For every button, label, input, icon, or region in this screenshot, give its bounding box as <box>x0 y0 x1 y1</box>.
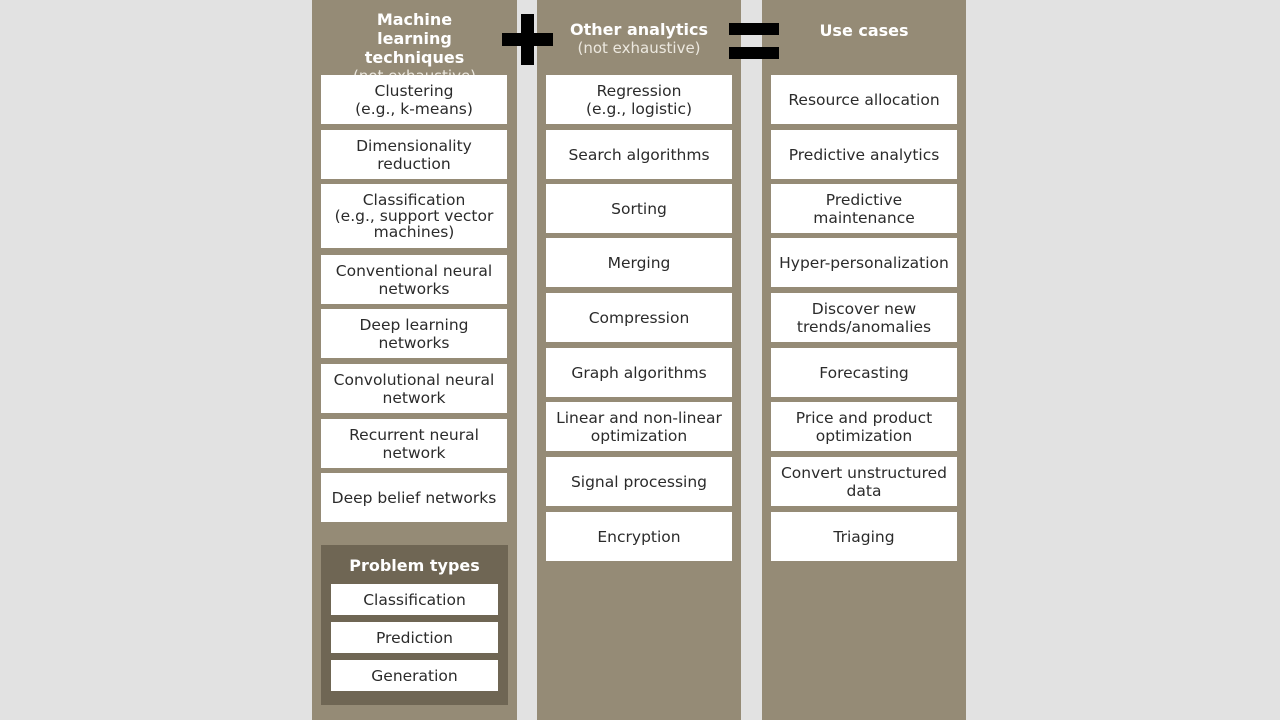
ml-item-conventional-neural-networks: Conventional neural networks <box>321 255 507 304</box>
ml-item-deep-belief-networks: Deep belief networks <box>321 473 507 522</box>
column-title: Use cases <box>819 21 909 40</box>
use-case-hyper-personalization: Hyper-personalization <box>771 238 957 287</box>
plus-icon <box>502 14 553 65</box>
problem-types-title: Problem types <box>349 556 480 575</box>
other-item-sorting: Sorting <box>546 184 732 233</box>
ml-item-dimensionality-reduction: Dimensionality reduction <box>321 130 507 179</box>
other-analytics-header <box>537 20 741 58</box>
other-item-merging: Merging <box>546 238 732 287</box>
column-title: Machine learning techniques <box>364 10 465 67</box>
use-cases-header <box>762 21 966 40</box>
column-subtitle: (not exhaustive) <box>577 39 701 57</box>
other-item-graph-algorithms: Graph algorithms <box>546 348 732 397</box>
other-item-encryption: Encryption <box>546 512 732 561</box>
ml-item-classification: Classification (e.g., support vector machines) <box>321 184 507 248</box>
other-analytics-column <box>537 0 741 720</box>
use-case-predictive-maintenance: Predictive maintenance <box>771 184 957 233</box>
use-cases-column <box>762 0 966 720</box>
other-item-optimization: Linear and non-linear optimization <box>546 402 732 451</box>
other-item-search-algorithms: Search algorithms <box>546 130 732 179</box>
use-case-triaging: Triaging <box>771 512 957 561</box>
problem-types-panel <box>321 545 508 705</box>
problem-type-prediction: Prediction <box>331 622 498 653</box>
use-case-price-product-optimization: Price and product optimization <box>771 402 957 451</box>
other-item-signal-processing: Signal processing <box>546 457 732 506</box>
ml-item-convolutional-neural-network: Convolutional neural network <box>321 364 507 413</box>
column-title: Other analytics <box>570 20 708 39</box>
problem-type-classification: Classification <box>331 584 498 615</box>
equals-icon <box>729 23 779 59</box>
ml-item-clustering: Clustering (e.g., k-means) <box>321 75 507 124</box>
use-case-forecasting: Forecasting <box>771 348 957 397</box>
use-case-discover-trends: Discover new trends/anomalies <box>771 293 957 342</box>
use-case-convert-unstructured-data: Convert unstructured data <box>771 457 957 506</box>
ml-item-recurrent-neural-network: Recurrent neural network <box>321 419 507 468</box>
other-item-regression: Regression (e.g., logistic) <box>546 75 732 124</box>
use-case-resource-allocation: Resource allocation <box>771 75 957 124</box>
ml-item-deep-learning-networks: Deep learning networks <box>321 309 507 358</box>
other-item-compression: Compression <box>546 293 732 342</box>
ml-techniques-column <box>312 0 517 720</box>
use-case-predictive-analytics: Predictive analytics <box>771 130 957 179</box>
problem-type-generation: Generation <box>331 660 498 691</box>
